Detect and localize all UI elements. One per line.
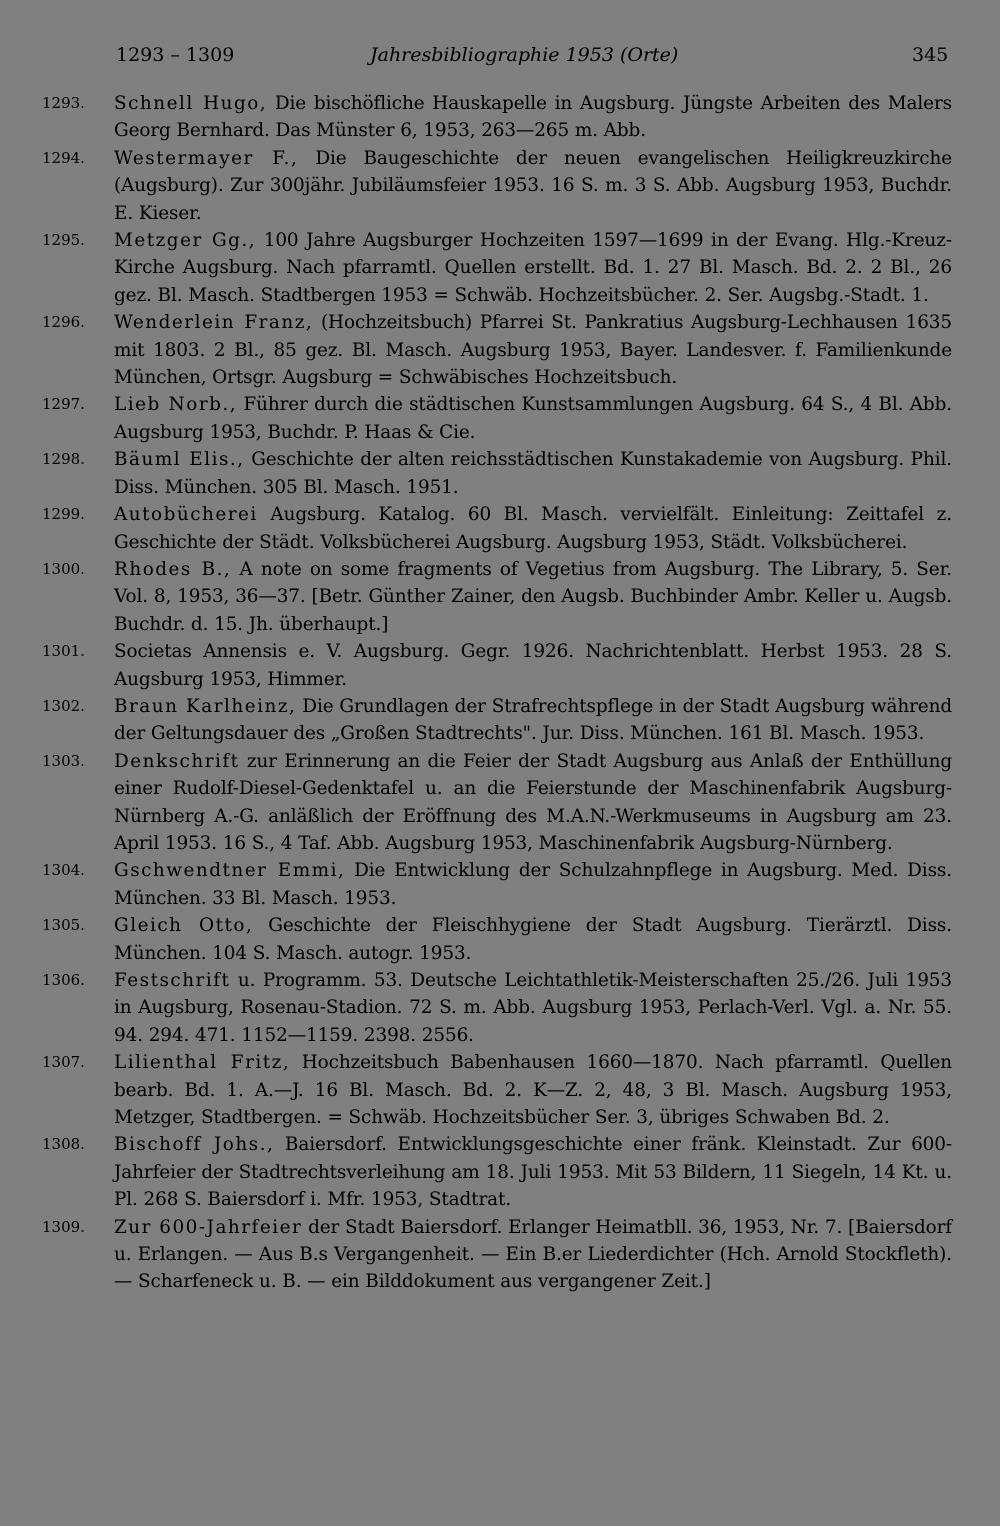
entry-author: Bischoff Johs.,	[114, 1134, 275, 1156]
entry-author: Gschwendtner Emmi,	[114, 860, 346, 882]
entry-1299	[0, 501, 1000, 556]
entry-1306	[0, 967, 1000, 1049]
entry-1303	[0, 748, 1000, 858]
entry-text	[114, 693, 952, 748]
entry-number: 1306.	[42, 971, 85, 989]
entry-author: Lieb Norb.,	[114, 394, 238, 416]
entry-body: zur Erinnerung an die Feier der Stadt Augsburg aus Anlaß der Enthüllung einer Rudolf-Diesel-Gedenktafel u. an die Feierstunde der Maschinenfabrik Augsburg-Nürnberg A.-G. anläßlich der Eröffnung des M.A.N.-Werkmuseums in Augsburg am 23. April 1953. 16 S., 4 Taf. Abb. Augsburg 1953, Maschinenfabrik Augsburg-Nürnberg.	[114, 750, 952, 854]
entry-author: Westermayer F.,	[114, 147, 299, 169]
entry-1304	[0, 857, 1000, 912]
entry-number: 1304.	[42, 861, 85, 880]
entry-text	[114, 748, 952, 858]
entry-1294	[0, 145, 1000, 227]
entry-text	[114, 1214, 952, 1296]
entry-body: (Hochzeitsbuch) Pfarrei St. Pankratius Augsburg-Lechhausen 1635 mit 1803. 2 Bl., 85 gez. Bl. Masch. Augsburg 1953, Bayer. Landesver. f. Familienkunde München, Ortsgr. Augsburg = Schwäbisches Hochzeitsbuch.	[114, 312, 953, 389]
entry-body: Die Baugeschichte der neuen evangelischen Heiligkreuzkirche (Augsburg). Zur 300jähr. Jubiläumsfeier 1953. 16 S. m. 3 S. Abb. Augsburg 1953, Buchdr. E. Kieser.	[114, 147, 953, 224]
entry-1295	[0, 227, 1000, 309]
running-title: Jahresbibliographie 1953 (Orte)	[370, 44, 679, 66]
entry-body: Baiersdorf. Entwicklungsgeschichte einer fränk. Kleinstadt. Zur 600-Jahrfeier der Stadtrechtsverleihung am 18. Juli 1953. Mit 53 Bildern, 11 Siegeln, 14 Kt. u. Pl. 268 S. Baiersdorf i. Mfr. 1953, Stadtrat.	[114, 1134, 952, 1211]
entry-text	[114, 857, 952, 912]
entry-1309	[0, 1214, 1000, 1296]
entry-number: 1299.	[42, 505, 85, 524]
entry-author: Bäuml Elis.,	[114, 449, 245, 471]
entry-number: 1297.	[42, 395, 85, 414]
entry-number: 1305.	[42, 916, 85, 935]
entry-body: Geschichte der alten reichsstädtischen Kunstakademie von Augsburg. Phil. Diss. München. 305 Bl. Masch. 1951.	[114, 449, 953, 498]
entry-1297	[0, 391, 1000, 446]
entry-author: Autobücherei	[114, 504, 258, 526]
entry-1296	[0, 309, 1000, 391]
entry-1301	[0, 638, 1000, 693]
entry-body: der Stadt Baiersdorf. Erlanger Heimatbll. 36, 1953, Nr. 7. [Baiersdorf u. Erlangen. — Aus B.s Vergangenheit. — Ein B.er Liederdichter (Hch. Arnold Stockfleth). — Scharfeneck u. B. — ein Bilddokument aus vergangener Zeit.]	[114, 1216, 953, 1293]
entry-author: Festschrift	[114, 970, 231, 991]
entry-1307	[0, 1049, 1000, 1131]
entry-text	[114, 501, 952, 556]
entry-body: A note on some fragments of Vegetius from Augsburg. The Library, 5. Ser. Vol. 8, 1953, 36—37. [Betr. Günther Zainer, den Augsb. Buchbinder Ambr. Keller u. Augsb. Buchdr. d. 15. Jh. überhaupt.]	[114, 558, 952, 635]
entry-range: 1293 – 1309	[116, 44, 235, 66]
entry-text	[114, 145, 952, 227]
entry-body: 100 Jahre Augsburger Hochzeiten 1597—1699 in der Evang. Hlg.-Kreuz-Kirche Augsburg. Nach pfarramtl. Quellen erstellt. Bd. 1. 27 Bl. Masch. Bd. 2. 2 Bl., 26 gez. Bl. Masch. Stadtbergen 1953 = Schwäb. Hochzeitsbücher. 2. Ser. Augsbg.-Stadt. 1.	[114, 230, 952, 306]
entry-author: Braun Karlheinz,	[114, 695, 297, 717]
entry-text	[114, 90, 952, 145]
entry-author: Lilienthal Fritz,	[114, 1052, 291, 1074]
entry-body: Die Entwicklung der Schulzahnpflege in Augsburg. Med. Diss. München. 33 Bl. Masch. 1953.	[114, 860, 952, 909]
entry-body: Führer durch die städtischen Kunstsammlungen Augsburg. 64 S., 4 Bl. Abb. Augsburg 1953, Buchdr. P. Haas & Cie.	[114, 394, 952, 443]
entry-body: Geschichte der Fleischhygiene der Stadt Augsburg. Tierärztl. Diss. München. 104 S. Masch. autogr. 1953.	[114, 915, 953, 964]
entry-1293	[0, 90, 1000, 145]
entry-text	[114, 309, 952, 391]
page-header	[0, 44, 1000, 74]
entry-text	[114, 391, 952, 446]
entry-author: Zur 600-Jahrfeier	[114, 1216, 303, 1238]
entry-text	[114, 638, 952, 693]
entry-text	[114, 556, 952, 638]
entry-1300	[0, 556, 1000, 638]
entry-1308	[0, 1131, 1000, 1213]
entry-number: 1293.	[42, 94, 85, 112]
entry-body: Hochzeitsbuch Babenhausen 1660—1870. Nach pfarramtl. Quellen bearb. Bd. 1. A.—J. 16 Bl. Masch. Bd. 2. K—Z. 2, 48, 3 Bl. Masch. Augsburg 1953, Metzger, Stadtbergen. = Schwäb. Hochzeitsbücher Ser. 3, übriges Schwaben Bd. 2.	[114, 1052, 953, 1129]
entry-text	[114, 1049, 952, 1131]
entry-author: Denkschrift	[114, 750, 240, 772]
entry-text	[114, 446, 952, 501]
entry-body: Die Grundlagen der Strafrechtspflege in der Stadt Augsburg während der Geltungsdauer des „Großen Stadtrechts". Jur. Diss. München. 161 Bl. Masch. 1953.	[114, 695, 953, 745]
entry-number: 1302.	[42, 696, 85, 715]
entry-text	[114, 912, 952, 967]
entry-author: Gleich Otto,	[114, 915, 254, 937]
entry-number: 1307.	[42, 1053, 85, 1072]
entry-list	[0, 90, 1000, 1296]
entry-number: 1295.	[42, 231, 85, 250]
entry-1298	[0, 446, 1000, 501]
entry-author: Schnell Hugo,	[114, 93, 268, 114]
entry-number: 1294.	[42, 148, 85, 167]
entry-number: 1300.	[42, 559, 85, 578]
entry-number: 1309.	[42, 1217, 85, 1236]
entry-1305	[0, 912, 1000, 967]
entry-number: 1301.	[42, 642, 85, 661]
entry-author: Wenderlein Franz,	[114, 312, 314, 334]
entry-text	[114, 227, 952, 309]
entry-number: 1296.	[42, 313, 85, 332]
entry-author: Societas Annensis e. V. Augsburg. Gegr. 1926. Nachrichtenblatt.	[114, 641, 750, 663]
entry-text	[114, 1131, 952, 1213]
entry-number: 1303.	[42, 751, 85, 770]
entry-text	[114, 967, 952, 1049]
entry-number: 1298.	[42, 450, 85, 469]
entry-number: 1308.	[42, 1135, 85, 1154]
entry-author: Metzger Gg.,	[114, 230, 257, 252]
entry-author: Rhodes B.,	[114, 558, 232, 580]
entry-1302	[0, 693, 1000, 748]
entry-body: u. Programm. 53. Deutsche Leichtathletik-Meisterschaften 25./26. Juli 1953 in Augsburg, Rosenau-Stadion. 72 S. m. Abb. Augsburg 1953, Perlach-Verl. Vgl. a. Nr. 55. 94. 294. 471. 1152—1159. 2398. 2556.	[114, 970, 952, 1046]
entry-body: Herbst 1953. 28 S. Augsburg 1953, Himmer.	[114, 641, 952, 690]
entry-body: Die bischöfliche Hauskapelle in Augsburg. Jüngste Arbeiten des Malers Georg Bernhard. Das Münster 6, 1953, 263—265 m. Abb.	[114, 93, 952, 142]
entry-body: Augsburg. Katalog. 60 Bl. Masch. vervielfält. Einleitung: Zeittafel z. Geschichte der Städt. Volksbücherei Augsburg. Augsburg 1953, Städt. Volksbücherei.	[114, 504, 952, 553]
page-number: 345	[912, 44, 949, 66]
